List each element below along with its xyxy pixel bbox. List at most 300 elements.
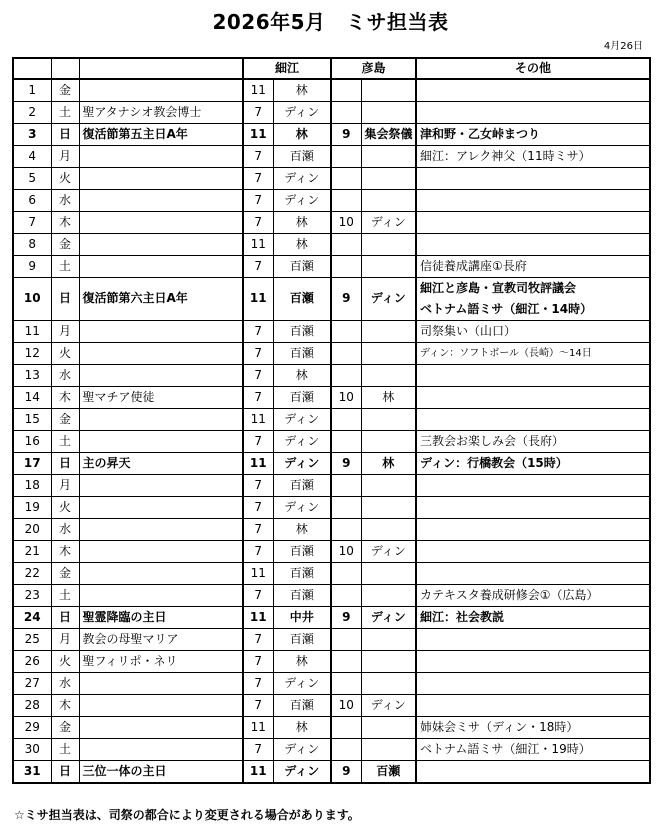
hikoshima-priest-cell	[361, 563, 416, 585]
hosoe-priest-cell: 百瀬	[273, 146, 331, 168]
hikoshima-time-cell	[331, 190, 361, 212]
other-notes-cell	[416, 168, 650, 190]
hikoshima-priest-cell	[361, 717, 416, 739]
feast-cell	[79, 168, 243, 190]
feast-cell	[79, 585, 243, 607]
day-cell: 16	[13, 431, 51, 453]
hosoe-time-cell: 7	[243, 212, 273, 234]
weekday-cell: 金	[51, 563, 79, 585]
other-notes-cell	[416, 387, 650, 409]
weekday-cell: 水	[51, 673, 79, 695]
hosoe-time-cell: 11	[243, 79, 273, 102]
hosoe-time-cell: 7	[243, 695, 273, 717]
other-notes-cell	[416, 409, 650, 431]
hosoe-time-cell: 7	[243, 146, 273, 168]
hosoe-priest-cell: ディン	[273, 497, 331, 519]
feast-cell: 聖霊降臨の主日	[79, 607, 243, 629]
hosoe-priest-cell: ディン	[273, 739, 331, 761]
other-notes-cell	[416, 739, 650, 761]
other-note-line: 津和野・乙女峠まつり	[420, 127, 541, 141]
day-cell: 10	[13, 278, 51, 321]
other-note-line: 司祭集い（山口）	[420, 324, 517, 338]
schedule-row	[13, 124, 650, 146]
other-notes-cell	[416, 146, 650, 168]
hikoshima-priest-cell: ディン	[361, 541, 416, 563]
day-cell: 6	[13, 190, 51, 212]
feast-cell	[79, 563, 243, 585]
weekday-cell: 水	[51, 190, 79, 212]
other-notes-cell	[416, 212, 650, 234]
feast-cell: 教会の母聖マリア	[79, 629, 243, 651]
other-notes-cell	[416, 519, 650, 541]
day-cell: 8	[13, 234, 51, 256]
hosoe-priest-cell: 百瀬	[273, 475, 331, 497]
hosoe-time-cell: 7	[243, 673, 273, 695]
weekday-cell: 火	[51, 343, 79, 365]
schedule-row	[13, 409, 650, 431]
header-hosoe: 細江	[243, 58, 331, 79]
hosoe-priest-cell: 林	[273, 124, 331, 146]
feast-cell: 聖マチア使徒	[79, 387, 243, 409]
header-other: その他	[416, 58, 650, 79]
hosoe-priest-cell: 林	[273, 79, 331, 102]
schedule-row	[13, 278, 650, 321]
hikoshima-time-cell	[331, 234, 361, 256]
hikoshima-time-cell: 9	[331, 278, 361, 321]
hosoe-time-cell: 11	[243, 124, 273, 146]
hosoe-priest-cell: 林	[273, 651, 331, 673]
hikoshima-priest-cell	[361, 365, 416, 387]
hikoshima-priest-cell	[361, 519, 416, 541]
hosoe-time-cell: 7	[243, 651, 273, 673]
hosoe-priest-cell: 林	[273, 212, 331, 234]
other-notes-cell	[416, 673, 650, 695]
schedule-row	[13, 717, 650, 739]
hikoshima-time-cell	[331, 409, 361, 431]
feast-cell	[79, 146, 243, 168]
other-note-line: カテキスタ養成研修会①（広島）	[420, 588, 599, 602]
hikoshima-time-cell	[331, 717, 361, 739]
feast-cell: 主の昇天	[79, 453, 243, 475]
day-cell: 15	[13, 409, 51, 431]
weekday-cell: 日	[51, 278, 79, 321]
day-cell: 4	[13, 146, 51, 168]
day-cell: 2	[13, 102, 51, 124]
other-notes-cell	[416, 343, 650, 365]
day-cell: 31	[13, 761, 51, 784]
other-notes-cell	[416, 651, 650, 673]
weekday-cell: 月	[51, 629, 79, 651]
day-cell: 19	[13, 497, 51, 519]
hikoshima-time-cell: 10	[331, 212, 361, 234]
day-cell: 7	[13, 212, 51, 234]
hikoshima-priest-cell: ディン	[361, 695, 416, 717]
feast-cell	[79, 695, 243, 717]
schedule-row	[13, 497, 650, 519]
feast-cell	[79, 497, 243, 519]
hosoe-priest-cell: 百瀬	[273, 695, 331, 717]
other-notes-cell	[416, 497, 650, 519]
feast-cell	[79, 321, 243, 343]
schedule-row	[13, 102, 650, 124]
day-cell: 23	[13, 585, 51, 607]
feast-cell	[79, 234, 243, 256]
feast-cell	[79, 739, 243, 761]
weekday-cell: 月	[51, 475, 79, 497]
hikoshima-time-cell	[331, 739, 361, 761]
other-notes-cell	[416, 102, 650, 124]
other-notes-cell	[416, 124, 650, 146]
hosoe-time-cell: 11	[243, 717, 273, 739]
feast-cell	[79, 519, 243, 541]
hosoe-time-cell: 7	[243, 190, 273, 212]
schedule-row	[13, 146, 650, 168]
other-notes-cell	[416, 585, 650, 607]
hosoe-time-cell: 7	[243, 541, 273, 563]
weekday-cell: 土	[51, 585, 79, 607]
hikoshima-priest-cell	[361, 497, 416, 519]
schedule-row	[13, 79, 650, 102]
header-day	[13, 58, 51, 79]
hikoshima-priest-cell	[361, 673, 416, 695]
hosoe-priest-cell: 百瀬	[273, 278, 331, 321]
schedule-row	[13, 585, 650, 607]
hosoe-time-cell: 11	[243, 409, 273, 431]
hosoe-time-cell: 11	[243, 278, 273, 321]
schedule-row	[13, 541, 650, 563]
hosoe-priest-cell: 百瀬	[273, 541, 331, 563]
hikoshima-time-cell: 10	[331, 695, 361, 717]
weekday-cell: 金	[51, 234, 79, 256]
hosoe-time-cell: 7	[243, 739, 273, 761]
weekday-cell: 火	[51, 168, 79, 190]
day-cell: 29	[13, 717, 51, 739]
schedule-body	[13, 79, 650, 783]
header-row	[13, 58, 650, 79]
schedule-row	[13, 387, 650, 409]
weekday-cell: 土	[51, 256, 79, 278]
schedule-row	[13, 651, 650, 673]
hosoe-time-cell: 7	[243, 365, 273, 387]
hosoe-time-cell: 7	[243, 431, 273, 453]
other-notes-cell	[416, 475, 650, 497]
hosoe-priest-cell: 林	[273, 234, 331, 256]
other-note-line: ベトナム語ミサ（細江・14時）	[420, 302, 593, 316]
hosoe-time-cell: 7	[243, 321, 273, 343]
schedule-row	[13, 256, 650, 278]
hosoe-time-cell: 7	[243, 585, 273, 607]
feast-cell	[79, 673, 243, 695]
day-cell: 26	[13, 651, 51, 673]
feast-cell: 三位一体の主日	[79, 761, 243, 784]
hikoshima-priest-cell	[361, 168, 416, 190]
weekday-cell: 月	[51, 146, 79, 168]
weekday-cell: 金	[51, 79, 79, 102]
schedule-row	[13, 365, 650, 387]
feast-cell	[79, 717, 243, 739]
weekday-cell: 火	[51, 651, 79, 673]
hosoe-priest-cell: ディン	[273, 761, 331, 784]
hikoshima-time-cell	[331, 256, 361, 278]
other-notes-cell	[416, 695, 650, 717]
hosoe-time-cell: 11	[243, 234, 273, 256]
hosoe-priest-cell: ディン	[273, 409, 331, 431]
other-note-line: 細江と彦島・宣教司牧評議会	[420, 281, 577, 295]
weekday-cell: 木	[51, 695, 79, 717]
day-cell: 24	[13, 607, 51, 629]
day-cell: 25	[13, 629, 51, 651]
hikoshima-time-cell	[331, 651, 361, 673]
hikoshima-priest-cell	[361, 409, 416, 431]
other-notes-cell	[416, 761, 650, 784]
hikoshima-time-cell	[331, 497, 361, 519]
mass-schedule-table	[12, 57, 651, 784]
hikoshima-priest-cell: 集会祭儀	[361, 124, 416, 146]
hikoshima-time-cell: 10	[331, 541, 361, 563]
hikoshima-priest-cell	[361, 585, 416, 607]
weekday-cell: 金	[51, 717, 79, 739]
hikoshima-time-cell	[331, 475, 361, 497]
feast-cell	[79, 409, 243, 431]
day-cell: 9	[13, 256, 51, 278]
hikoshima-priest-cell	[361, 190, 416, 212]
weekday-cell: 水	[51, 519, 79, 541]
day-cell: 1	[13, 79, 51, 102]
hikoshima-time-cell	[331, 563, 361, 585]
schedule-row	[13, 212, 650, 234]
day-cell: 18	[13, 475, 51, 497]
hosoe-time-cell: 7	[243, 475, 273, 497]
weekday-cell: 土	[51, 431, 79, 453]
hikoshima-priest-cell: 林	[361, 453, 416, 475]
day-cell: 12	[13, 343, 51, 365]
hosoe-priest-cell: 林	[273, 519, 331, 541]
page-title: 2026年5月 ミサ担当表	[212, 10, 449, 34]
hikoshima-time-cell	[331, 102, 361, 124]
hikoshima-priest-cell: ディン	[361, 607, 416, 629]
hosoe-priest-cell: 百瀬	[273, 629, 331, 651]
hikoshima-time-cell: 9	[331, 124, 361, 146]
feast-cell	[79, 541, 243, 563]
header-weekday	[51, 58, 79, 79]
weekday-cell: 木	[51, 212, 79, 234]
feast-cell	[79, 79, 243, 102]
hikoshima-time-cell	[331, 343, 361, 365]
header-hikoshima: 彦島	[331, 58, 416, 79]
feast-cell: 復活節第五主日A年	[79, 124, 243, 146]
schedule-row	[13, 629, 650, 651]
day-cell: 13	[13, 365, 51, 387]
schedule-row	[13, 343, 650, 365]
other-notes-cell	[416, 563, 650, 585]
other-notes-cell	[416, 629, 650, 651]
weekday-cell: 金	[51, 409, 79, 431]
other-note-line: ベトナム語ミサ（細江・19時）	[420, 742, 591, 756]
hosoe-priest-cell: 百瀬	[273, 343, 331, 365]
weekday-cell: 木	[51, 387, 79, 409]
header-feast	[79, 58, 243, 79]
hosoe-priest-cell: 百瀬	[273, 585, 331, 607]
feast-cell: 復活節第六主日A年	[79, 278, 243, 321]
hikoshima-time-cell	[331, 321, 361, 343]
weekday-cell: 日	[51, 124, 79, 146]
hosoe-time-cell: 7	[243, 102, 273, 124]
hosoe-time-cell: 11	[243, 761, 273, 784]
weekday-cell: 月	[51, 321, 79, 343]
feast-cell: 聖アタナシオ教会博士	[79, 102, 243, 124]
schedule-row	[13, 673, 650, 695]
schedule-row	[13, 607, 650, 629]
other-note-line: ディン：行橋教会（15時）	[420, 456, 568, 470]
other-notes-cell	[416, 607, 650, 629]
hikoshima-time-cell: 10	[331, 387, 361, 409]
feast-cell	[79, 475, 243, 497]
hikoshima-time-cell	[331, 431, 361, 453]
hikoshima-time-cell: 9	[331, 607, 361, 629]
schedule-row	[13, 190, 650, 212]
hosoe-priest-cell: 林	[273, 717, 331, 739]
hikoshima-time-cell	[331, 519, 361, 541]
hosoe-time-cell: 7	[243, 168, 273, 190]
hosoe-time-cell: 11	[243, 607, 273, 629]
hikoshima-priest-cell	[361, 256, 416, 278]
schedule-row	[13, 168, 650, 190]
weekday-cell: 水	[51, 365, 79, 387]
other-notes-cell	[416, 431, 650, 453]
hikoshima-time-cell	[331, 629, 361, 651]
hosoe-time-cell: 7	[243, 519, 273, 541]
hosoe-time-cell: 11	[243, 563, 273, 585]
day-cell: 17	[13, 453, 51, 475]
weekday-cell: 土	[51, 102, 79, 124]
day-cell: 5	[13, 168, 51, 190]
hosoe-priest-cell: ディン	[273, 190, 331, 212]
hikoshima-time-cell	[331, 673, 361, 695]
day-cell: 14	[13, 387, 51, 409]
other-notes-cell	[416, 79, 650, 102]
hosoe-priest-cell: ディン	[273, 673, 331, 695]
hikoshima-priest-cell	[361, 629, 416, 651]
hikoshima-priest-cell	[361, 739, 416, 761]
day-cell: 21	[13, 541, 51, 563]
weekday-cell: 日	[51, 453, 79, 475]
day-cell: 11	[13, 321, 51, 343]
other-notes-cell	[416, 256, 650, 278]
hosoe-time-cell: 7	[243, 629, 273, 651]
hikoshima-priest-cell	[361, 431, 416, 453]
hikoshima-priest-cell	[361, 79, 416, 102]
hikoshima-priest-cell: ディン	[361, 278, 416, 321]
hikoshima-priest-cell	[361, 234, 416, 256]
hosoe-priest-cell: 百瀬	[273, 387, 331, 409]
schedule-row	[13, 431, 650, 453]
other-note-line: 細江：アレク神父（11時ミサ）	[420, 149, 591, 163]
hikoshima-time-cell: 9	[331, 761, 361, 784]
weekday-cell: 木	[51, 541, 79, 563]
other-note-line: 姉妹会ミサ（ディン・18時）	[420, 720, 579, 734]
hikoshima-time-cell	[331, 79, 361, 102]
weekday-cell: 土	[51, 739, 79, 761]
schedule-row	[13, 761, 650, 784]
hikoshima-priest-cell	[361, 102, 416, 124]
hikoshima-priest-cell	[361, 343, 416, 365]
hikoshima-priest-cell	[361, 475, 416, 497]
schedule-row	[13, 234, 650, 256]
other-note-line: 細江：社会教説	[420, 610, 505, 624]
day-cell: 28	[13, 695, 51, 717]
hosoe-priest-cell: 中井	[273, 607, 331, 629]
schedule-row	[13, 453, 650, 475]
hikoshima-time-cell	[331, 365, 361, 387]
schedule-row	[13, 695, 650, 717]
day-cell: 20	[13, 519, 51, 541]
other-notes-cell	[416, 278, 650, 321]
hosoe-time-cell: 7	[243, 256, 273, 278]
schedule-row	[13, 563, 650, 585]
other-notes-cell	[416, 234, 650, 256]
hosoe-priest-cell: ディン	[273, 102, 331, 124]
schedule-row	[13, 519, 650, 541]
issue-date: 4月26日	[603, 41, 643, 52]
hikoshima-priest-cell: 百瀬	[361, 761, 416, 784]
other-notes-cell	[416, 453, 650, 475]
hikoshima-priest-cell: ディン	[361, 212, 416, 234]
hikoshima-time-cell	[331, 585, 361, 607]
weekday-cell: 日	[51, 761, 79, 784]
hikoshima-time-cell	[331, 168, 361, 190]
hosoe-priest-cell: ディン	[273, 168, 331, 190]
hosoe-priest-cell: 林	[273, 365, 331, 387]
hosoe-priest-cell: ディン	[273, 431, 331, 453]
hikoshima-priest-cell: 林	[361, 387, 416, 409]
hosoe-priest-cell: 百瀬	[273, 256, 331, 278]
day-cell: 30	[13, 739, 51, 761]
day-cell: 27	[13, 673, 51, 695]
hikoshima-time-cell: 9	[331, 453, 361, 475]
day-cell: 22	[13, 563, 51, 585]
feast-cell	[79, 343, 243, 365]
hikoshima-time-cell	[331, 146, 361, 168]
hikoshima-priest-cell	[361, 651, 416, 673]
weekday-cell: 日	[51, 607, 79, 629]
other-notes-cell	[416, 541, 650, 563]
feast-cell	[79, 212, 243, 234]
schedule-row	[13, 321, 650, 343]
feast-cell	[79, 365, 243, 387]
hosoe-time-cell: 7	[243, 497, 273, 519]
hosoe-time-cell: 7	[243, 387, 273, 409]
other-notes-cell	[416, 190, 650, 212]
other-note-line: 三教会お楽しみ会（長府）	[420, 434, 565, 448]
hosoe-priest-cell: 百瀬	[273, 321, 331, 343]
hikoshima-priest-cell	[361, 146, 416, 168]
feast-cell	[79, 431, 243, 453]
weekday-cell: 火	[51, 497, 79, 519]
other-note-line: ディン：ソフトボール（長崎）～14日	[420, 348, 592, 359]
hosoe-time-cell: 7	[243, 343, 273, 365]
other-notes-cell	[416, 365, 650, 387]
other-note-line: 信徒養成講座①長府	[420, 259, 527, 273]
day-cell: 3	[13, 124, 51, 146]
other-notes-cell	[416, 321, 650, 343]
footer-note: ☆ミサ担当表は、司祭の都合により変更される場合があります。	[14, 808, 360, 822]
hosoe-time-cell: 11	[243, 453, 273, 475]
hosoe-priest-cell: ディン	[273, 453, 331, 475]
hosoe-priest-cell: 百瀬	[273, 563, 331, 585]
feast-cell	[79, 190, 243, 212]
hikoshima-priest-cell	[361, 321, 416, 343]
schedule-row	[13, 739, 650, 761]
